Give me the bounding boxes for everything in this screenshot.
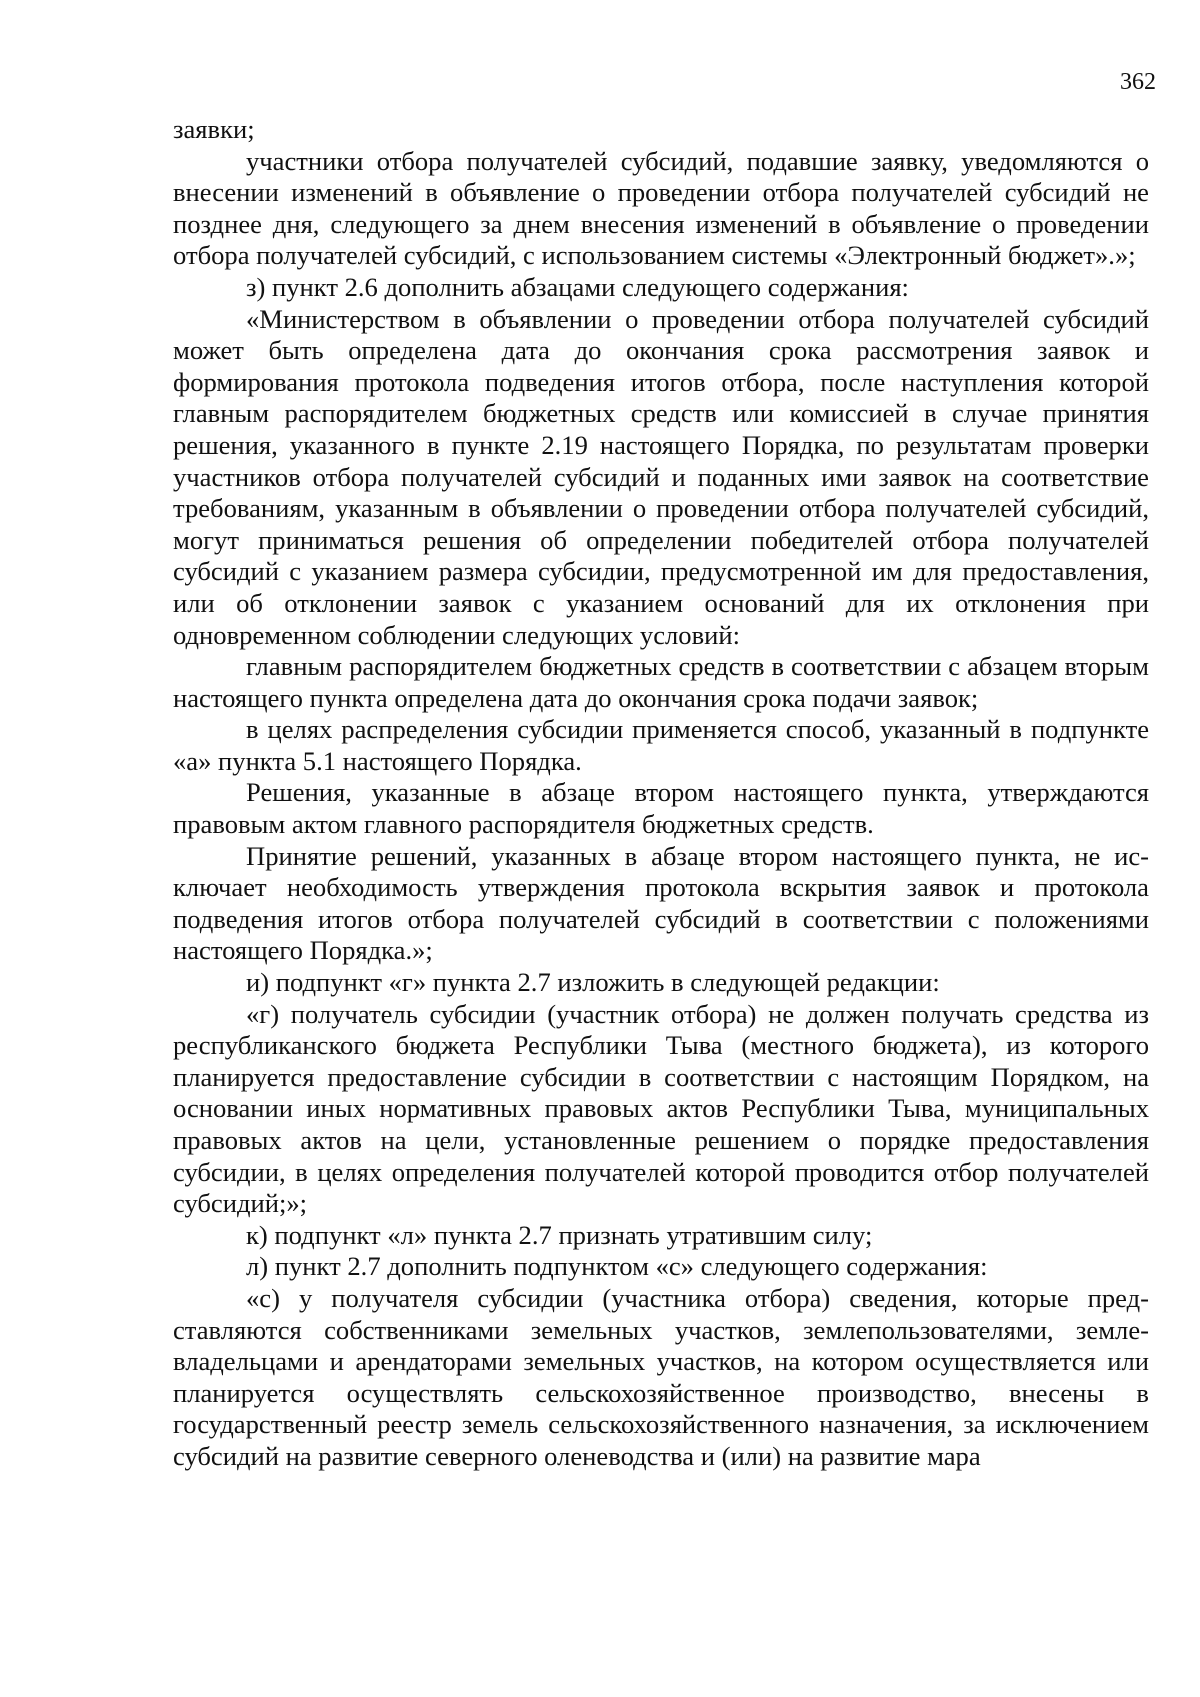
paragraph: «г) получатель субсидии (участник отбора) не должен получать средства из республиканского бюджета Республики Тыва (местного бюджета), из которого планируется предоставление субсидии в соответствии с настоящим Порядком, на основании иных нормативных правовых актов Республики Тыва, муниципальных правовых актов на цели, установленные решением о порядке предоставления субсидии, в целях определения получателей которой проводится отбор получателей субсидий;»;	[173, 998, 1149, 1219]
paragraph: участники отбора получателей субсидий, подавшие заявку, уведомляются о внесении изменений в объявление о проведении отбора получателей субсидий не позднее дня, следующего за днем внесения изменений в объявление о проведении отбора получателей субсидий, с использованием системы «Электронный бюджет».»;	[173, 145, 1149, 271]
paragraph: з) пункт 2.6 дополнить абзацами следующего содержания:	[246, 271, 909, 302]
paragraph: к) подпункт «л» пункта 2.7 признать утратившим силу;	[246, 1219, 873, 1250]
document-body	[173, 114, 1149, 1473]
paragraph: Принятие решений, указанных в абзаце втором настоящего пункта, не исключает необходимость утверждения протокола вскрытия заявок и протокола подведения итогов отбора получателей субсидий в соответствии с положениями настоящего Порядка.»;	[173, 840, 1149, 966]
paragraph: в целях распределения субсидии применяется способ, указанный в подпункте «а» пункта 5.1 настоящего Порядка.	[173, 714, 1149, 776]
paragraph: «с) у получателя субсидии (участника отбора) сведения, которые представляются собственниками земельных участков, землепользователями, землевладельцами и арендаторами земельных участков, на котором осуществляется или планируется осуществлять сельскохозяйственное производство, внесены в государственный реестр земель сельскохозяйственного назначения, за исключением субсидий на развитие северного оленеводства и (или) на развитие мара	[173, 1282, 1149, 1471]
paragraph: л) пункт 2.7 дополнить подпунктом «с» следующего содержания:	[246, 1251, 988, 1282]
paragraph: главным распорядителем бюджетных средств в соответствии с абзацем вторым настоящего пункта определена дата до окончания срока подачи заявок;	[173, 651, 1149, 713]
page-number: 362	[1120, 69, 1156, 95]
paragraph: Решения, указанные в абзаце втором настоящего пункта, утверждаются правовым актом главного распорядителя бюджетных средств.	[173, 777, 1149, 840]
paragraph: заявки;	[173, 114, 255, 144]
paragraph: и) подпункт «г» пункта 2.7 изложить в следующей редакции:	[246, 967, 940, 998]
paragraph: «Министерством в объявлении о проведении отбора получателей субсидий может быть определена дата до окончания срока рассмотрения заявок и формирования протокола подведения итогов отбора, после наступления которой главным распорядителем бюджетных средств или комиссией в случае принятия решения, указанного в пункте 2.19 настоящего Порядка, по результатам проверки участников отбора получателей субсидий и поданных ими заявок на соответствие требованиям, указанным в объявлении о проведении отбора получателей субсидий, могут приниматься решения об определении победителей отбора получателей субсидий с указанием размера субсидии, предусмотренной им для предоставления, или об отклонении заявок с указанием оснований для их отклонения при одновременном соблюдении следующих условий:	[173, 303, 1149, 650]
